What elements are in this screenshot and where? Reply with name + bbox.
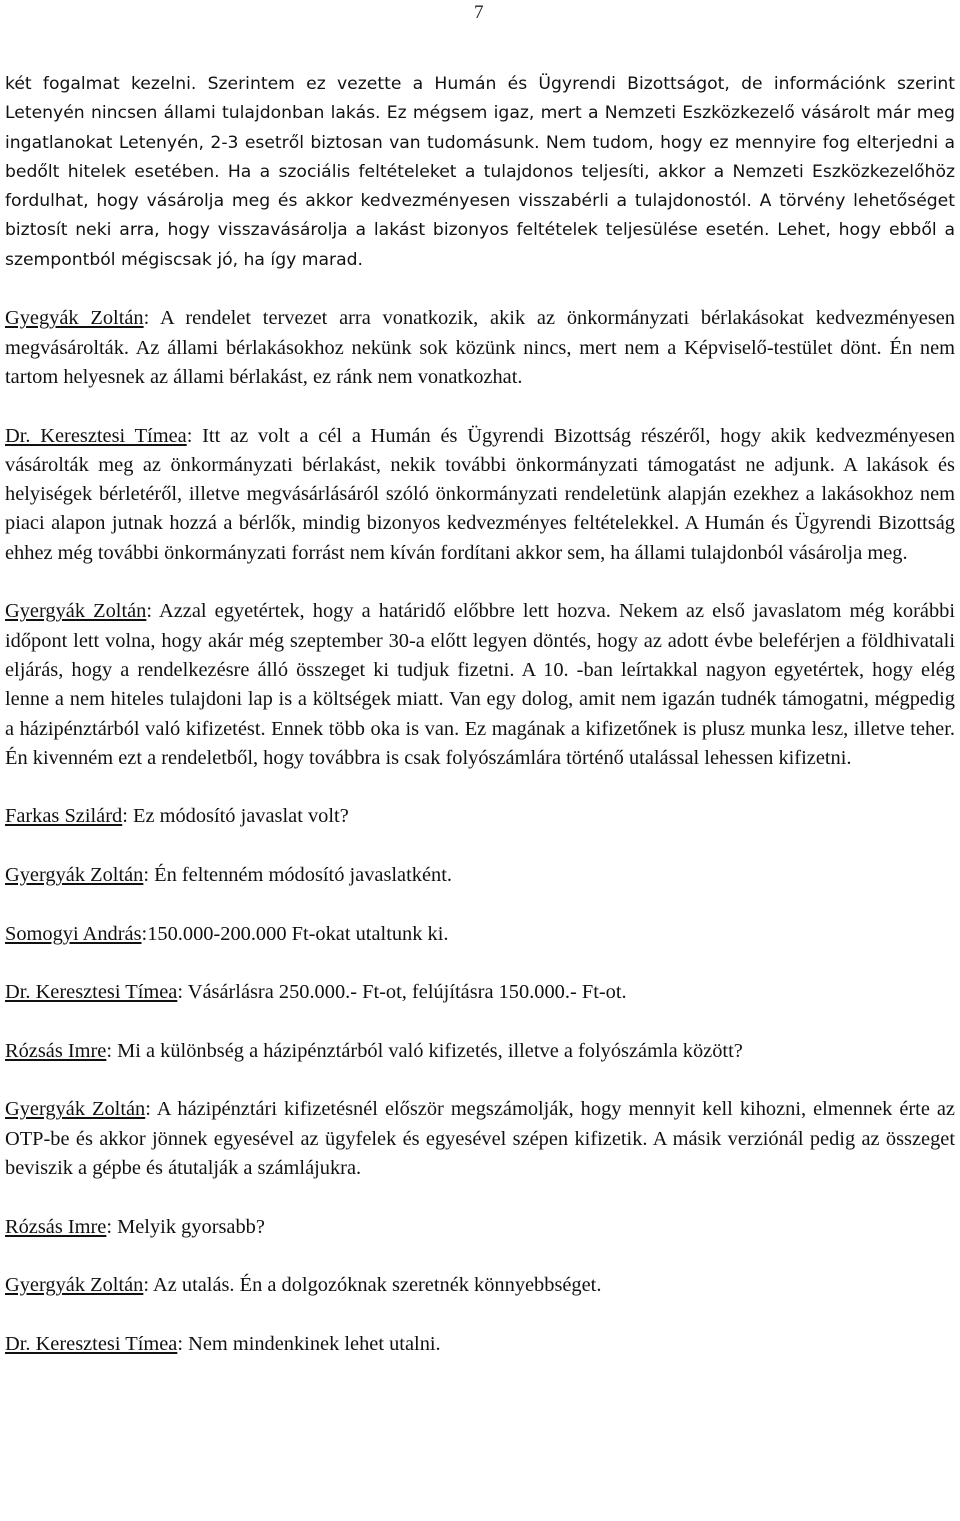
speaker-separator: : [186,424,203,447]
paragraph-text: Melyik gyorsabb? [117,1215,265,1238]
speaker-separator: : [106,1039,118,1062]
speaker-separator: : [143,864,155,887]
speaker-separator: : [143,307,160,330]
speaker-separator: : [145,1098,157,1121]
speaker-paragraph [5,597,955,773]
speaker-separator: : [141,922,148,945]
speaker-name: Gyegyák Zoltán [5,307,144,330]
paragraph-text: A rendelet tervezet arra vonatkozik, akik az önkormányzati bérlakásokat kedvezményesen megvásárolták. Az állami bérlakásokhoz nekünk sok közünk nincs, mert nem a Képviselő-testület dönt. Én nem tartom helyesnek az állami bérlakást, ez ránk nem vonatkozhat. [5,307,955,388]
paragraph-text: két fogalmat kezelni. Szerintem ez vezette a Humán és Ügyrendi Bizottságot, de információnk szerint Letenyén nincsen állami tulajdonban lakás. Ez mégsem igaz, mert a Nemzeti Eszközkezelő vásárolt már meg ingatlanokat Letenyén, 2-3 esetről biztosan van tudomásunk. Nem tudom, hogy ez mennyire fog elterjedni a bedőlt hitelek esetében. Ha a szociális feltételeket a tulajdonos teljesíti, akkor a Nemzeti Eszközkezelőhöz fordulhat, hogy vásárolja meg és akkor kedvezményesen visszabérli a tulajdonostól. A törvény lehetőséget biztosít neki arra, hogy visszavásárolja a lakást bizonyos feltételek teljesülése esetén. Lehet, hogy ebből a szempontból mégiscsak jó, ha így marad. [5,74,955,270]
speaker-paragraph [5,1213,955,1242]
speaker-separator: : [177,1332,189,1355]
speaker-name: Dr. Keresztesi Tímea [5,981,178,1004]
paragraph-text: A házipénztári kifizetésnél először megszámolják, hogy mennyit kell kihozni, elmennek érte az OTP-be és akkor jönnek egyesével az ügyfelek és egyesével szépen kifizetik. A másik verziónál pedig az összeget beviszik a gépbe és átutalják a számlájukra. [5,1098,955,1179]
page-number: 7 [474,2,484,23]
speaker-name: Rózsás Imre [5,1039,107,1062]
speaker-name: Somogyi András [5,922,142,945]
paragraph-text: Nem mindenkinek lehet utalni. [188,1332,441,1355]
speaker-separator: : [122,805,133,828]
speaker-separator: : [177,981,188,1004]
paragraph-text: Én feltenném módosító javaslatként. [154,864,452,887]
speaker-separator: : [143,1274,153,1297]
paragraph-text: Mi a különbség a házipénztárból való kifizetés, illetve a folyószámla között? [117,1039,743,1062]
speaker-name: Gyergyák Zoltán [5,1098,146,1121]
speaker-paragraph [5,304,955,392]
speaker-name: Dr. Keresztesi Tímea [5,424,187,447]
paragraph-continuation [5,70,955,275]
speaker-paragraph [5,1330,955,1359]
speaker-name: Gyergyák Zoltán [5,600,147,623]
speaker-paragraph [5,1271,955,1300]
speaker-name: Rózsás Imre [5,1215,107,1238]
paragraph-text: Ez módosító javaslat volt? [132,805,349,828]
speaker-name: Dr. Keresztesi Tímea [5,1332,178,1355]
speaker-name: Farkas Szilárd [5,805,123,828]
speaker-paragraph [5,422,955,568]
speaker-name: Gyergyák Zoltán [5,1274,144,1297]
paragraph-text: Vásárlásra 250.000.- Ft-ot, felújításra 150.000.- Ft-ot. [187,981,627,1004]
paragraph-text: Az utalás. Én a dolgozóknak szeretnék könnyebbséget. [153,1274,602,1297]
document-body [5,70,955,1388]
speaker-paragraph [5,978,955,1007]
speaker-paragraph [5,1037,955,1066]
speaker-paragraph [5,1095,955,1183]
speaker-paragraph [5,861,955,890]
speaker-separator: : [146,600,159,623]
paragraph-text: Azzal egyetértek, hogy a határidő előbbre lett hozva. Nekem az első javaslatom még korábbi időpont lett volna, hogy akár még szeptember 30-a előtt legyen döntés, hogy az adott évbe beleférjen a földhivatali eljárás, hogy a rendelkezésre álló összeget ki tudjuk fizetni. A 10. -ban leírtakkal nagyon egyetértek, hogy elég lenne a nem hiteles tulajdoni lap is a költségek miatt. Van egy dolog, amit nem igazán tudnék támogatni, mégpedig a házipénztárból való kifizetést. Ennek több oka is van. Ez magának a kifizetőnek is plusz munka lesz, illetve teher. Én kivenném ezt a rendeletből, hogy továbbra is csak folyószámlára történő utalással lehessen kifizetni. [5,600,955,769]
paragraph-text: Itt az volt a cél a Humán és Ügyrendi Bizottság részéről, hogy akik kedvezményesen vásárolták meg az önkormányzati bérlakást, nekik további önkormányzati támogatást ne adjunk. A lakások és helyiségek bérletéről, illetve megvásárlásáról szóló önkormányzati rendeletünk alapján ezekhez a lakásokhoz nem piaci alapon jutnak hozzá a bérlők, mindig bizonyos kedvezményes feltételekkel. A Humán és Ügyrendi Bizottság ehhez még további önkormányzati forrást nem kíván fordítani akkor sem, ha állami tulajdonból vásárolja meg. [5,424,955,564]
speaker-separator: : [106,1215,118,1238]
paragraph-text: 150.000-200.000 Ft-okat utaltunk ki. [147,922,449,945]
speaker-paragraph [5,920,955,949]
speaker-name: Gyergyák Zoltán [5,864,144,887]
speaker-paragraph [5,802,955,831]
